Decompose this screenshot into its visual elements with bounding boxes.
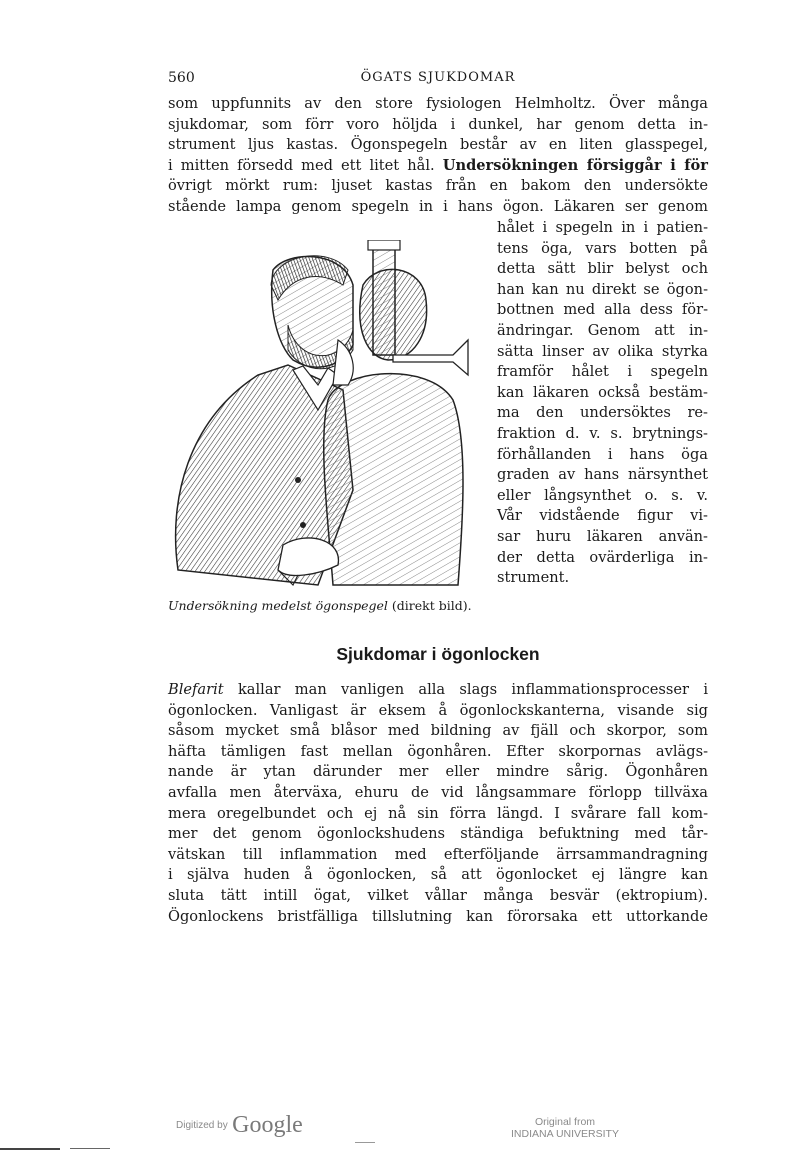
term-italic: Blefarit [168,681,224,698]
text-line: mera oregelbundet och ej nå sin förra längd. I svårare fall kom- [168,804,708,822]
text-line: graden av hans närsynthet [497,466,708,484]
section-heading: Sjukdomar i ögonlocken [336,644,540,664]
scan-edge-mark [355,1142,375,1143]
google-logo: Google [232,1112,303,1138]
figure-caption [168,598,484,613]
text-line: Vår vidstående figur vi- [497,507,708,525]
running-head: ÖGATS SJUKDOMAR [360,70,516,85]
illustration [168,240,484,592]
text-line: ögonlocken. Vanligast är eksem å ögonlockskanterna, visande sig [168,701,708,719]
text-line-content: kallar man vanligen alla slags inflammationsprocesser i [223,681,708,698]
text-line: strument ljus kastas. Ögonspegeln består av en liten glasspegel, [168,136,708,154]
digitized-by-label: Digitized by [176,1120,228,1131]
top-paragraph [168,94,708,218]
text-line: ändringar. Genom att in- [497,321,708,339]
original-from-watermark [505,1116,625,1140]
text-line: sar huru läkaren använ- [497,527,708,545]
text-line: Ögonlockens bristfälliga tillslutning kan förorsaka ett uttorkande [168,907,708,925]
scan-edge-mark [0,1148,60,1150]
text-line: eller långsynthet o. s. v. [497,486,708,504]
text-line: tens öga, vars botten på [497,239,708,257]
text-line: kan läkaren också bestäm- [497,383,708,401]
caption-italic: Undersökning medelst ögonspegel [168,598,388,613]
text-line: bottnen med alla dess för- [497,301,708,319]
text-line-content: i mitten försedd med ett litet hål. Undersökningen försiggår i för [168,156,708,174]
text-line: framför hålet i spegeln [497,363,708,381]
text-line [168,680,708,701]
text-line: i själva huden å ögonlocken, så att ögonlocket ej längre kan [168,866,708,884]
caption-rest: (direkt bild). [387,598,472,613]
text-line: fraktion d. v. s. brytnings- [497,424,708,442]
wrap-paragraph [497,218,708,589]
text-line: han kan nu direkt se ögon- [497,280,708,298]
text-line: der detta ovärderliga in- [497,548,708,566]
text-line: strument. [497,569,570,587]
text-line: sluta tätt intill ögat, vilket vållar många besvär (ektropium). [168,886,708,904]
text-line: nande är ytan därunder mer eller mindre sårig. Ögonhåren [168,763,708,781]
scan-edge-mark [70,1148,110,1149]
text-line: mer det genom ögonlockshudens ständiga befuktning med tår- [168,825,708,843]
text-line: övrigt mörkt rum: ljuset kastas från en bakom den undersökte [168,177,708,195]
body-paragraph [168,680,708,927]
text-line: ma den undersöktes re- [497,404,708,422]
bold-phrase: Undersökningen försiggår i för [442,156,708,174]
text-line: hålet i spegeln in i patien- [497,219,708,236]
text-line: sjukdomar, som förr voro höljda i dunkel, har genom detta in- [168,115,708,133]
text-line: detta sätt blir belyst och [497,260,708,278]
original-from-label: Original from [534,1116,596,1128]
engraving-image [168,240,484,592]
institution-label: INDIANA UNIVERSITY [511,1128,619,1140]
page-header [168,70,708,92]
page-number: 560 [168,70,195,86]
text-line: häfta tämligen fast mellan ögonhåren. Efter skorpornas avlägs- [168,742,708,760]
text-line: sätta linser av olika styrka [497,342,708,360]
text-line: förhållanden i hans öga [497,445,708,463]
text-line [168,156,708,177]
digitized-by-watermark [176,1112,303,1139]
text-line: avfalla men återväxa, ehuru de vid långsammare förlopp tillväxa [168,783,708,801]
text-line: vätskan till inflammation med efterföljande ärrsammandragning [168,845,708,863]
text-line: såsom mycket små blåsor med bildning av fjäll och skorpor, som [168,722,708,740]
text-line: stående lampa genom spegeln in i hans ögon. Läkaren ser genom [168,197,708,215]
text-line: som uppfunnits av den store fysiologen Helmholtz. Över många [168,95,708,112]
